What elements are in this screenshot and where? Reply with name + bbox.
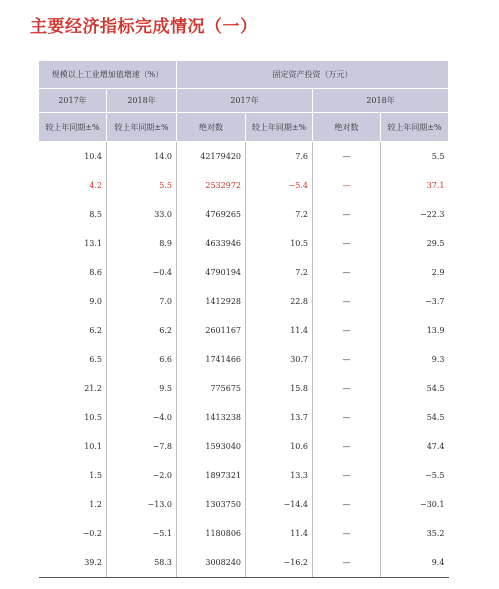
table-cell: —: [313, 432, 381, 461]
table-cell: −22.3: [381, 200, 449, 229]
table-row: [39, 432, 449, 461]
table-cell: 58.3: [107, 548, 177, 578]
table-cell: —: [313, 374, 381, 403]
table-cell: 54.5: [381, 403, 449, 432]
table-cell: 7.6: [246, 142, 313, 172]
table-row: [39, 258, 449, 287]
table-cell: 39.2: [39, 548, 107, 578]
table-cell: —: [313, 258, 381, 287]
table-row: [39, 200, 449, 229]
table-cell: 5.5: [107, 171, 177, 200]
table-body: [39, 142, 449, 578]
table-cell: 9.0: [89, 297, 102, 306]
table-cell: 33.0: [107, 200, 177, 229]
table-cell: 8.6: [89, 268, 102, 277]
table-cell: 3008240: [177, 548, 246, 578]
header-investment-2018: 2018年: [313, 89, 449, 113]
table-cell: 1412928: [177, 287, 246, 316]
table-cell: —: [313, 490, 381, 519]
table-cell: −2.0: [107, 461, 177, 490]
header-industrial-growth: 规模以上工业增加值增速（%）: [39, 61, 177, 89]
table-cell: 1.5: [89, 471, 102, 480]
table-cell: —: [313, 548, 381, 578]
table-cell: 2601167: [177, 316, 246, 345]
table-cell: —: [313, 316, 381, 345]
table-cell: —: [313, 171, 381, 200]
table-cell: 8.9: [107, 229, 177, 258]
table-cell: 37.1: [381, 171, 449, 200]
table-cell: 6.2: [89, 326, 102, 335]
table-cell: 9.5: [107, 374, 177, 403]
table-cell: 14.0: [107, 142, 177, 172]
table-cell: −5.4: [246, 171, 313, 200]
table-cell: —: [313, 519, 381, 548]
table-row: [39, 519, 449, 548]
table-cell: 2.9: [381, 258, 449, 287]
table-cell: 9.3: [381, 345, 449, 374]
header-investment-2018-change: 较上年同期±%: [381, 113, 449, 142]
table-cell: 21.2: [84, 384, 102, 393]
table-cell: 1897321: [177, 461, 246, 490]
table-cell: 2532972: [177, 171, 246, 200]
table-row: [39, 316, 449, 345]
table-row: [39, 403, 449, 432]
table-cell: —: [313, 200, 381, 229]
table-cell: 13.7: [246, 403, 313, 432]
economic-indicators-table: [38, 60, 449, 578]
table-cell: 10.5: [84, 413, 102, 422]
table-row: [39, 171, 449, 200]
table-cell: 42179420: [177, 142, 246, 172]
table-cell: 13.9: [381, 316, 449, 345]
table-cell: 4.2: [89, 181, 102, 190]
header-investment-2017: 2017年: [177, 89, 313, 113]
header-investment-2018-absolute: 绝对数: [313, 113, 381, 142]
table-cell: 6.6: [107, 345, 177, 374]
header-fixed-investment: 固定资产投资（万元）: [177, 61, 449, 89]
table-cell: −13.0: [107, 490, 177, 519]
table-cell: 1180806: [177, 519, 246, 548]
table-cell: 6.2: [107, 316, 177, 345]
table-cell: 4790194: [177, 258, 246, 287]
table-cell: 30.7: [246, 345, 313, 374]
header-industrial-2017-change: 较上年同期±%: [39, 113, 107, 142]
table-cell: 10.6: [246, 432, 313, 461]
table-cell: 13.1: [84, 239, 102, 248]
table-cell: 7.0: [107, 287, 177, 316]
table-cell: 1303750: [177, 490, 246, 519]
table-cell: 22.8: [246, 287, 313, 316]
table-cell: 35.2: [381, 519, 449, 548]
table-cell: 47.4: [381, 432, 449, 461]
table-row: [39, 548, 449, 578]
page-title: 主要经济指标完成情况（一）: [30, 17, 258, 37]
table-cell: −0.4: [107, 258, 177, 287]
table-cell: 10.4: [84, 152, 102, 161]
header-industrial-2017: 2017年: [39, 89, 107, 113]
table-row: [39, 287, 449, 316]
table-cell: 1413238: [177, 403, 246, 432]
table-row: [39, 374, 449, 403]
table-cell: 7.2: [246, 200, 313, 229]
table-cell: 8.5: [89, 210, 102, 219]
table-row: [39, 345, 449, 374]
table-cell: −0.2: [82, 529, 102, 538]
table-cell: —: [313, 142, 381, 172]
table-row: [39, 490, 449, 519]
table-row: [39, 229, 449, 258]
table-cell: —: [313, 229, 381, 258]
table-cell: −4.0: [107, 403, 177, 432]
header-investment-2017-change: 较上年同期±%: [246, 113, 313, 142]
table-cell: 7.2: [246, 258, 313, 287]
table-cell: 54.5: [381, 374, 449, 403]
table-cell: 13.3: [246, 461, 313, 490]
table-cell: 4633946: [177, 229, 246, 258]
table-cell: 1741466: [177, 345, 246, 374]
table-cell: −30.1: [381, 490, 449, 519]
table-cell: −14.4: [246, 490, 313, 519]
table-cell: 10.5: [246, 229, 313, 258]
table-cell: 11.4: [246, 316, 313, 345]
table-row: [39, 142, 449, 172]
table-cell: −5.5: [381, 461, 449, 490]
table-cell: —: [313, 287, 381, 316]
table-cell: —: [313, 461, 381, 490]
header-industrial-2018-change: 较上年同期±%: [107, 113, 177, 142]
table-cell: 4769265: [177, 200, 246, 229]
table-cell: 9.4: [381, 548, 449, 578]
table-cell: −7.8: [107, 432, 177, 461]
table-cell: 15.8: [246, 374, 313, 403]
table-cell: —: [313, 403, 381, 432]
table-cell: 11.4: [246, 519, 313, 548]
table-cell: 6.5: [89, 355, 102, 364]
header-industrial-2018: 2018年: [107, 89, 177, 113]
table-cell: 29.5: [381, 229, 449, 258]
table-cell: 10.1: [84, 442, 102, 451]
table-row: [39, 461, 449, 490]
table-cell: 1.2: [89, 500, 102, 509]
table-cell: 1593040: [177, 432, 246, 461]
table-cell: 775675: [177, 374, 246, 403]
table-cell: −16.2: [246, 548, 313, 578]
table-cell: −3.7: [381, 287, 449, 316]
table-cell: −5.1: [107, 519, 177, 548]
table-cell: —: [313, 345, 381, 374]
header-investment-2017-absolute: 绝对数: [177, 113, 246, 142]
table-cell: 5.5: [381, 142, 449, 172]
